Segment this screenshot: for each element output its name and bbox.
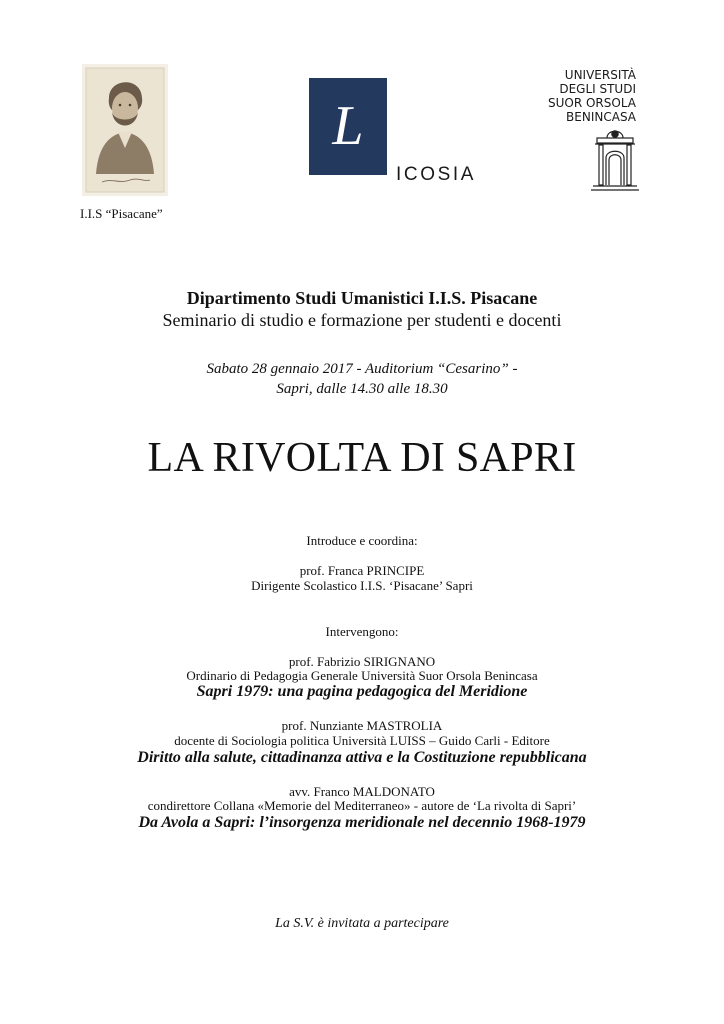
publisher-logo-letter: L: [332, 95, 364, 157]
speaker-talk-title: Diritto alla salute, cittadinanza attiva e la Costituzione repubblicana: [137, 749, 587, 766]
event-title: LA RIVOLTA DI SAPRI: [147, 435, 577, 481]
school-portrait-image: [82, 64, 168, 196]
coordinator-name: prof. Franca PRINCIPE: [299, 563, 425, 578]
university-building-icon: [590, 124, 640, 199]
university-name-line: SUOR ORSOLA: [547, 96, 636, 110]
speaker-talk-title: Sapri 1979: una pagina pedagogica del Meridione: [196, 683, 528, 700]
date-time-line: Sapri, dalle 14.30 alle 18.30: [276, 381, 448, 397]
department-heading: Dipartimento Studi Umanistici I.I.S. Pisacane: [186, 288, 538, 308]
speaker-role: docente di Sociologia politica Università LUISS – Guido Carli - Editore: [174, 733, 550, 748]
coordinator-role: Dirigente Scolastico I.I.S. ‘Pisacane’ Sapri: [251, 578, 473, 593]
university-name-line: UNIVERSITÀ: [564, 68, 636, 82]
university-name-line: BENINCASA: [566, 110, 636, 124]
speaker-name: avv. Franco MALDONATO: [289, 784, 435, 799]
speaker-role: condirettore Collana «Memorie del Mediterraneo» - autore de ‘La rivolta di Sapri’: [147, 798, 577, 813]
speaker-role: Ordinario di Pedagogia Generale Università Suor Orsola Benincasa: [186, 668, 538, 683]
introduce-label: Introduce e coordina:: [306, 533, 418, 548]
speakers-label: Intervengono:: [325, 624, 399, 639]
date-venue-line: Sabato 28 gennaio 2017 - Auditorium “Cesarino” -: [206, 361, 518, 377]
seminar-subtitle: Seminario di studio e formazione per studenti e docenti: [162, 310, 562, 330]
invitation-line: La S.V. è invitata a partecipare: [275, 916, 449, 931]
publisher-logo-text: ICOSIA: [396, 164, 477, 185]
speaker-talk-title: Da Avola a Sapri: l’insorgenza meridionale nel decennio 1968-1979: [138, 814, 586, 831]
speaker-name: prof. Fabrizio SIRIGNANO: [288, 654, 436, 669]
school-caption: I.I.S “Pisacane”: [80, 206, 163, 221]
speaker-name: prof. Nunziante MASTROLIA: [281, 718, 443, 733]
university-name-line: DEGLI STUDI: [559, 82, 636, 96]
